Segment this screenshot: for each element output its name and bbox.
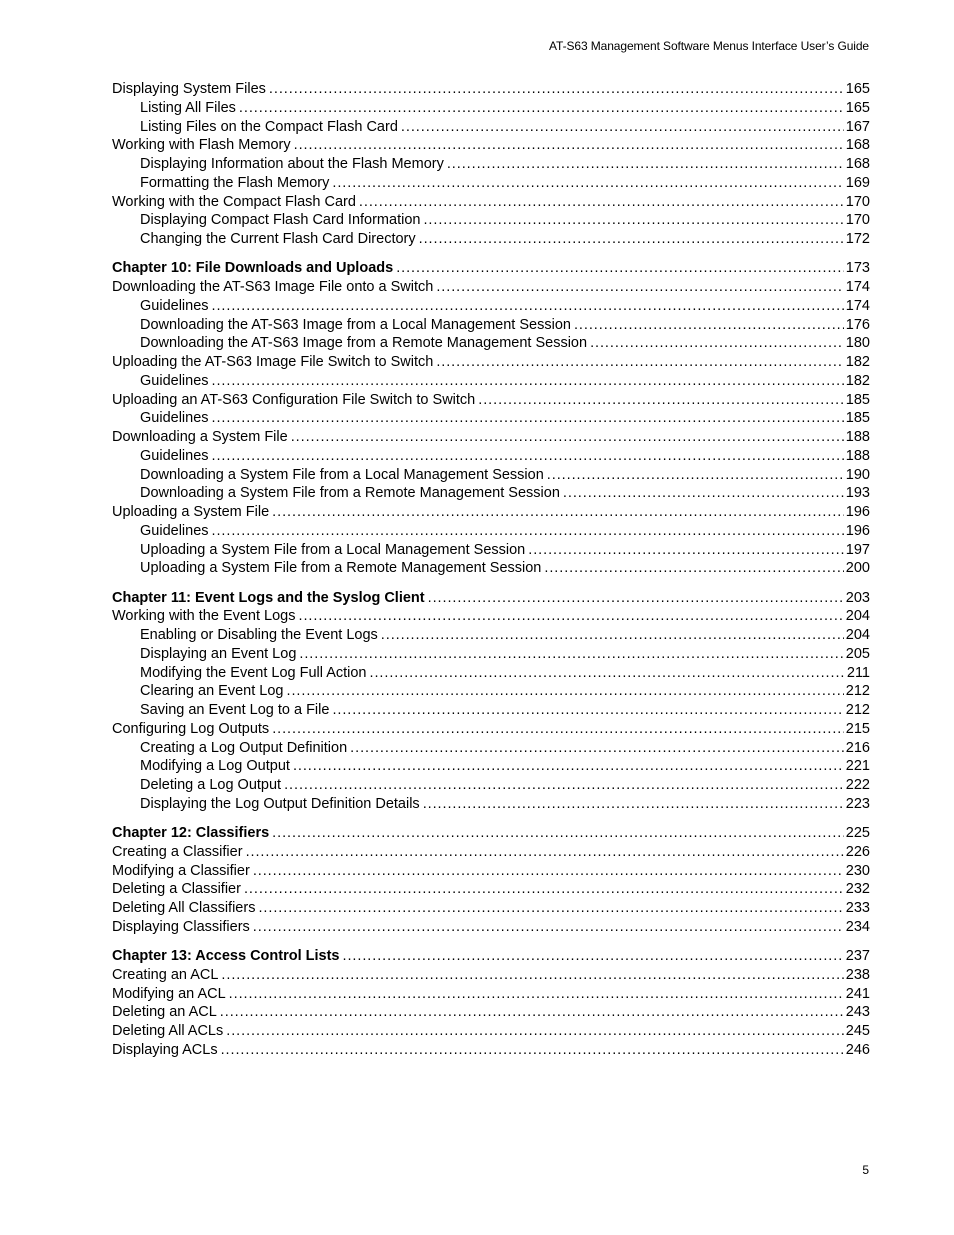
toc-entry[interactable] — [112, 428, 870, 447]
dot-leader — [212, 447, 844, 466]
dot-leader — [284, 776, 844, 795]
dot-leader — [212, 372, 844, 391]
toc-entry[interactable] — [112, 80, 870, 99]
toc-entry-page: 230 — [845, 862, 870, 879]
toc-entry-page: 165 — [845, 99, 870, 116]
dot-leader — [244, 880, 844, 899]
toc-entry-page: 168 — [845, 137, 870, 154]
page-number: 5 — [862, 1163, 869, 1177]
toc-entry-page: 170 — [845, 193, 870, 210]
toc-entry-title: Deleting a Log Output — [140, 777, 282, 793]
toc-entry-page: 173 — [845, 260, 870, 277]
toc-entry[interactable] — [112, 795, 870, 814]
toc-entry[interactable] — [112, 985, 870, 1004]
toc-entry-title: Uploading an AT-S63 Configuration File Switch to Switch — [112, 391, 476, 408]
toc-entry-page: 216 — [845, 739, 870, 756]
dot-leader — [221, 1041, 844, 1060]
toc-entry-title: Chapter 13: Access Control Lists — [112, 948, 340, 964]
toc-entry-page: 188 — [845, 429, 870, 445]
toc-entry-page: 212 — [845, 702, 870, 718]
toc-entry[interactable] — [112, 739, 870, 758]
toc-entry-title: Downloading a System File — [112, 429, 288, 445]
toc-entry[interactable] — [112, 447, 870, 466]
toc-chapter-entry[interactable] — [112, 824, 870, 843]
toc-entry[interactable] — [112, 1022, 870, 1041]
toc-entry-title: Chapter 10: File Downloads and Uploads — [112, 260, 394, 277]
dot-leader — [350, 739, 844, 758]
dot-leader — [478, 391, 844, 410]
toc-entry[interactable] — [112, 278, 870, 297]
toc-entry-title: Uploading a System File from a Local Management Session — [140, 541, 526, 558]
table-of-contents — [112, 80, 870, 1060]
toc-entry-title: Configuring Log Outputs — [112, 720, 270, 737]
toc-entry[interactable] — [112, 626, 870, 645]
toc-entry-page: 211 — [846, 664, 870, 681]
toc-entry[interactable] — [112, 862, 870, 881]
toc-entry-page: 193 — [845, 485, 870, 502]
toc-entry-title: Uploading the AT-S63 Image File Switch to Switch — [112, 354, 434, 370]
toc-entry-title: Formatting the Flash Memory — [140, 174, 330, 191]
toc-entry-title: Downloading the AT-S63 Image File onto a Switch — [112, 279, 434, 295]
toc-chapter-entry[interactable] — [112, 589, 870, 608]
toc-entry-title: Guidelines — [140, 410, 209, 427]
toc-entry[interactable] — [112, 174, 870, 193]
toc-entry-page: 245 — [845, 1023, 870, 1039]
toc-entry-title: Displaying an Event Log — [140, 645, 297, 662]
dot-leader — [574, 316, 844, 335]
toc-entry-page: 180 — [845, 335, 870, 352]
toc-entry-page: 196 — [845, 522, 870, 539]
dot-leader — [220, 1003, 844, 1022]
toc-entry[interactable] — [112, 559, 870, 578]
toc-entry-page: 170 — [845, 212, 870, 229]
dot-leader — [239, 99, 844, 118]
toc-entry[interactable] — [112, 372, 870, 391]
toc-entry-page: 215 — [845, 720, 870, 737]
toc-entry-page: 182 — [845, 354, 870, 370]
toc-entry-page: 190 — [845, 466, 870, 483]
toc-entry-title: Guidelines — [140, 297, 209, 314]
dot-leader — [272, 720, 844, 739]
toc-entry-page: 165 — [845, 81, 870, 97]
running-header: AT-S63 Management Software Menus Interface User’s Guide — [549, 39, 869, 53]
toc-entry[interactable] — [112, 899, 870, 918]
toc-entry[interactable] — [112, 664, 870, 683]
toc-entry-title: Guidelines — [140, 522, 209, 539]
toc-entry[interactable] — [112, 682, 870, 701]
toc-entry-page: 233 — [845, 900, 870, 916]
toc-entry-page: 238 — [845, 966, 870, 983]
toc-entry-page: 172 — [845, 231, 870, 247]
toc-entry[interactable] — [112, 99, 870, 118]
toc-entry-title: Displaying Compact Flash Card Information — [140, 212, 421, 229]
toc-entry[interactable] — [112, 136, 870, 155]
toc-entry-title: Creating a Classifier — [112, 843, 243, 860]
toc-entry-title: Modifying a Log Output — [140, 758, 290, 775]
toc-entry[interactable] — [112, 1041, 870, 1060]
toc-entry-page: 174 — [845, 297, 870, 314]
dot-leader — [436, 278, 843, 297]
toc-entry[interactable] — [112, 297, 870, 316]
dot-leader — [294, 136, 844, 155]
toc-entry-page: 221 — [845, 758, 870, 775]
toc-entry-title: Changing the Current Flash Card Directory — [140, 231, 416, 247]
dot-leader — [419, 230, 844, 249]
toc-chapter-entry[interactable] — [112, 947, 870, 966]
dot-leader — [246, 843, 844, 862]
toc-entry-page: 176 — [845, 316, 870, 333]
toc-entry-title: Modifying a Classifier — [112, 862, 250, 879]
toc-entry-page: 237 — [845, 948, 870, 964]
toc-entry-title: Downloading the AT-S63 Image from a Local Management Session — [140, 316, 571, 333]
toc-entry[interactable] — [112, 645, 870, 664]
toc-entry-title: Listing All Files — [140, 99, 236, 116]
toc-entry-title: Displaying Information about the Flash Memory — [140, 156, 444, 172]
dot-leader — [428, 589, 844, 608]
toc-entry-title: Deleting All ACLs — [112, 1023, 224, 1039]
toc-entry[interactable] — [112, 466, 870, 485]
toc-entry-title: Displaying ACLs — [112, 1041, 218, 1058]
toc-entry-title: Displaying Classifiers — [112, 918, 250, 935]
dot-leader — [253, 918, 844, 937]
toc-entry-page: 167 — [845, 118, 870, 135]
toc-entry-page: 225 — [845, 825, 870, 841]
toc-entry[interactable] — [112, 316, 870, 335]
toc-entry-page: 174 — [845, 279, 870, 295]
dot-leader — [229, 985, 844, 1004]
toc-entry[interactable] — [112, 776, 870, 795]
toc-entry[interactable] — [112, 880, 870, 899]
toc-entry[interactable] — [112, 607, 870, 626]
toc-entry-page: 200 — [845, 560, 870, 577]
dot-leader — [423, 211, 843, 230]
dot-leader — [547, 466, 844, 485]
toc-entry-title: Downloading a System File from a Remote Management Session — [140, 485, 560, 502]
toc-entry[interactable] — [112, 966, 870, 985]
dot-leader — [396, 259, 844, 278]
toc-entry[interactable] — [112, 1003, 870, 1022]
toc-entry[interactable] — [112, 118, 870, 137]
dot-leader — [272, 824, 844, 843]
dot-leader — [332, 174, 843, 193]
toc-entry-title: Modifying an ACL — [112, 985, 226, 1002]
toc-entry-page: 196 — [845, 504, 870, 520]
toc-entry-page: 182 — [845, 372, 870, 389]
dot-leader — [343, 947, 844, 966]
toc-entry-page: 223 — [845, 795, 870, 812]
dot-leader — [332, 701, 843, 720]
toc-entry-page: 243 — [845, 1004, 870, 1021]
dot-leader — [370, 664, 845, 683]
dot-leader — [447, 155, 844, 174]
toc-entry-page: 246 — [845, 1041, 870, 1058]
toc-entry-title: Chapter 12: Classifiers — [112, 825, 270, 841]
dot-leader — [436, 353, 843, 372]
dot-leader — [563, 484, 844, 503]
toc-entry-title: Downloading a System File from a Local Management Session — [140, 466, 544, 483]
dot-leader — [269, 80, 844, 99]
toc-entry[interactable] — [112, 334, 870, 353]
dot-leader — [226, 1022, 844, 1041]
toc-entry-title: Displaying System Files — [112, 81, 266, 97]
dot-leader — [528, 541, 844, 560]
toc-entry-page: 185 — [845, 410, 870, 427]
toc-entry-title: Working with the Event Logs — [112, 608, 296, 625]
toc-entry[interactable] — [112, 211, 870, 230]
toc-entry-page: 232 — [845, 881, 870, 898]
toc-entry-page: 185 — [845, 391, 870, 408]
toc-entry-title: Deleting All Classifiers — [112, 900, 256, 916]
toc-entry[interactable] — [112, 541, 870, 560]
dot-leader — [299, 645, 843, 664]
toc-entry-page: 234 — [845, 918, 870, 935]
toc-entry-title: Displaying the Log Output Definition Details — [140, 795, 420, 812]
dot-leader — [212, 522, 844, 541]
toc-entry[interactable] — [112, 701, 870, 720]
toc-entry-title: Uploading a System File — [112, 504, 270, 520]
toc-entry-page: 169 — [845, 174, 870, 191]
toc-entry[interactable] — [112, 230, 870, 249]
toc-entry[interactable] — [112, 155, 870, 174]
toc-entry-page: 203 — [845, 589, 870, 606]
toc-entry-page: 226 — [845, 843, 870, 860]
toc-entry-title: Enabling or Disabling the Event Logs — [140, 627, 378, 643]
dot-leader — [423, 795, 844, 814]
dot-leader — [212, 409, 844, 428]
toc-entry-title: Saving an Event Log to a File — [140, 702, 330, 718]
dot-leader — [359, 193, 844, 212]
toc-entry-page: 197 — [845, 541, 870, 558]
toc-entry-page: 188 — [845, 447, 870, 464]
toc-entry-title: Downloading the AT-S63 Image from a Remote Management Session — [140, 335, 588, 352]
dot-leader — [293, 757, 844, 776]
toc-entry-page: 205 — [845, 645, 870, 662]
toc-entry[interactable] — [112, 757, 870, 776]
toc-entry-title: Uploading a System File from a Remote Management Session — [140, 560, 542, 577]
toc-chapter-entry[interactable] — [112, 259, 870, 278]
toc-entry[interactable] — [112, 391, 870, 410]
toc-entry[interactable] — [112, 720, 870, 739]
toc-entry[interactable] — [112, 503, 870, 522]
toc-entry-title: Deleting a Classifier — [112, 881, 241, 898]
toc-entry-title: Guidelines — [140, 447, 209, 464]
dot-leader — [272, 503, 844, 522]
toc-entry-page: 212 — [845, 683, 870, 700]
toc-entry-title: Creating a Log Output Definition — [140, 739, 348, 756]
toc-entry-page: 204 — [845, 608, 870, 625]
dot-leader — [258, 899, 843, 918]
toc-entry-title: Working with the Compact Flash Card — [112, 193, 356, 210]
toc-entry[interactable] — [112, 918, 870, 937]
toc-entry-page: 204 — [845, 627, 870, 643]
toc-entry-title: Guidelines — [140, 372, 209, 389]
toc-entry-title: Modifying the Event Log Full Action — [140, 664, 367, 681]
toc-entry[interactable] — [112, 193, 870, 212]
toc-entry-title: Chapter 11: Event Logs and the Syslog Client — [112, 589, 425, 606]
toc-entry[interactable] — [112, 353, 870, 372]
dot-leader — [401, 118, 844, 137]
dot-leader — [299, 607, 844, 626]
dot-leader — [212, 297, 844, 316]
toc-entry-page: 168 — [845, 156, 870, 172]
toc-entry-title: Creating an ACL — [112, 966, 219, 983]
toc-entry-title: Working with Flash Memory — [112, 137, 291, 154]
dot-leader — [253, 862, 844, 881]
toc-entry-title: Listing Files on the Compact Flash Card — [140, 118, 398, 135]
toc-entry[interactable] — [112, 409, 870, 428]
toc-entry[interactable] — [112, 522, 870, 541]
toc-entry-title: Clearing an Event Log — [140, 683, 284, 700]
toc-entry[interactable] — [112, 484, 870, 503]
dot-leader — [291, 428, 844, 447]
dot-leader — [221, 966, 843, 985]
dot-leader — [590, 334, 844, 353]
toc-entry-page: 222 — [845, 777, 870, 793]
dot-leader — [381, 626, 844, 645]
toc-entry[interactable] — [112, 843, 870, 862]
dot-leader — [287, 682, 844, 701]
toc-entry-title: Deleting an ACL — [112, 1004, 217, 1021]
toc-entry-page: 241 — [845, 985, 870, 1002]
dot-leader — [544, 559, 843, 578]
